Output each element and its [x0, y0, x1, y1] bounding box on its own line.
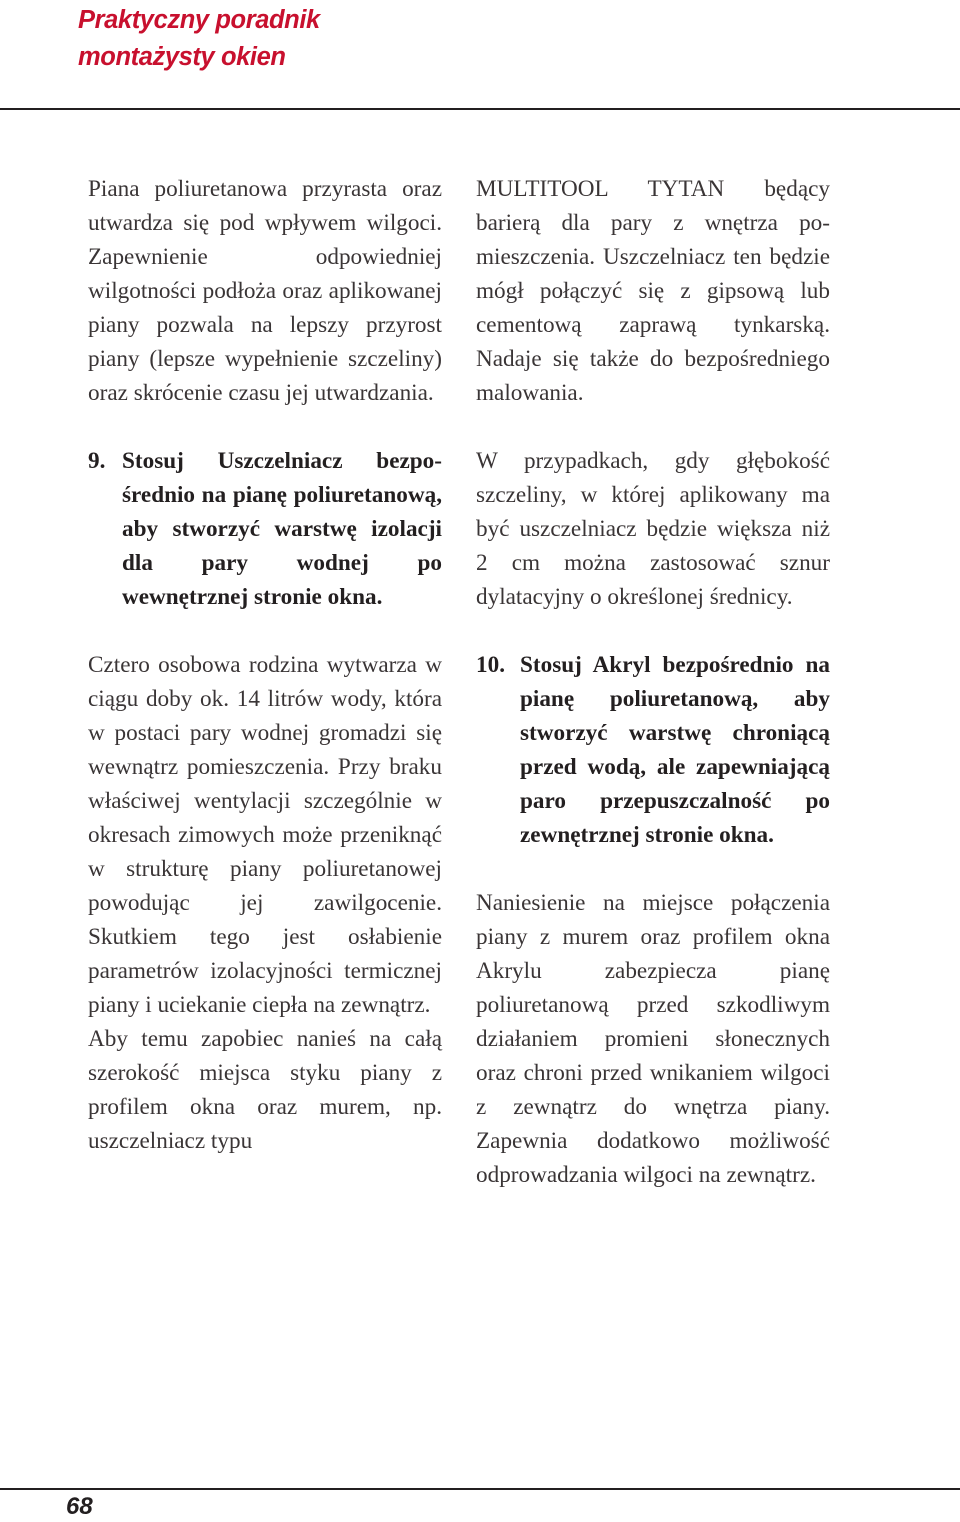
instruction-text: Stosuj Uszczelniacz bezpośrednio na pianę poliuretanową, aby stworzyć warstwę izolacji dla pary wodnej po wewnętrznej stronie okna. [122, 448, 442, 610]
instruction-item-10 [476, 648, 830, 852]
right-column [476, 172, 830, 1192]
paragraph-water-vapor: Cztero osobowa rodzina wytwarza w ciągu doby ok. 14 litrów wody, która w postaci pary wodnej gromadzi się wewnątrz pomieszczenia. Przy braku właściwej wentylacji szczególnie w okresach zimowych może przeniknąć w strukturę piany poliuretanowej powodując jej zawilgocenie. Skutkiem tego jest osłabienie parametrów izolacyjności termicznej piany i uciekanie ciepła na zewnątrz. [88, 652, 442, 1018]
paragraph-multitool-barrier: MULTITOOL TYTAN będący barierą dla pary z wnętrza pomieszczenia. Uszczelniacz ten będzie mógł połączyć się z gipsową lub cementową zaprawą tynkarską. Nadaje się także do bezpośredniego malowania. [476, 176, 830, 406]
header-divider [0, 108, 960, 110]
paragraph-dilatation-cord: W przypadkach, gdy głębokość szczeliny, w której aplikowany ma być uszczelniacz będzie większa niż 2 cm można zastosować sznur dylatacyjny o określonej średnicy. [476, 448, 830, 610]
footer-divider [0, 1488, 960, 1490]
paragraph-prevention: Aby temu zapobiec nanieś na całą szerokość miejsca styku piany z profilem okna oraz murem, np. uszczelniacz typu [88, 1026, 442, 1154]
header-title-line-2: montażysty okien [78, 43, 286, 71]
left-column [88, 172, 442, 1158]
header-title-line-1: Praktyczny poradnik [78, 6, 320, 34]
instruction-number: 9. [88, 448, 106, 474]
instruction-number: 10. [476, 652, 505, 678]
page-number: 68 [66, 1493, 93, 1520]
paragraph-moisture-curing: Piana poliuretanowa przyrasta oraz utwardza się pod wpływem wilgoci. Zapewnienie odpowiedniej wilgotności podłoża oraz aplikowanej piany pozwala na lepszy przyrost piany (lepsze wypełnienie szczeliny) oraz skrócenie czasu jej utwardzania. [88, 176, 442, 406]
paragraph-acrylic-protection: Naniesienie na miejsce połączenia piany z murem oraz profilem okna Akrylu zabezpiecza pianę poliuretanową przed szkodliwym działaniem promieni słonecznych oraz chroni przed wnikaniem wilgoci z zewnątrz do wnętrza piany. Zapewnia dodatkowo możliwość odprowadzania wilgoci na zewnątrz. [476, 890, 830, 1188]
instruction-item-9 [88, 444, 442, 614]
running-header [78, 2, 678, 76]
instruction-text: Stosuj Akryl bezpośrednio na pianę poliuretanową, aby stworzyć warstwę chroniącą przed wodą, ale zapewniającą paro przepuszczalność po zewnętrznej stronie okna. [520, 652, 830, 848]
